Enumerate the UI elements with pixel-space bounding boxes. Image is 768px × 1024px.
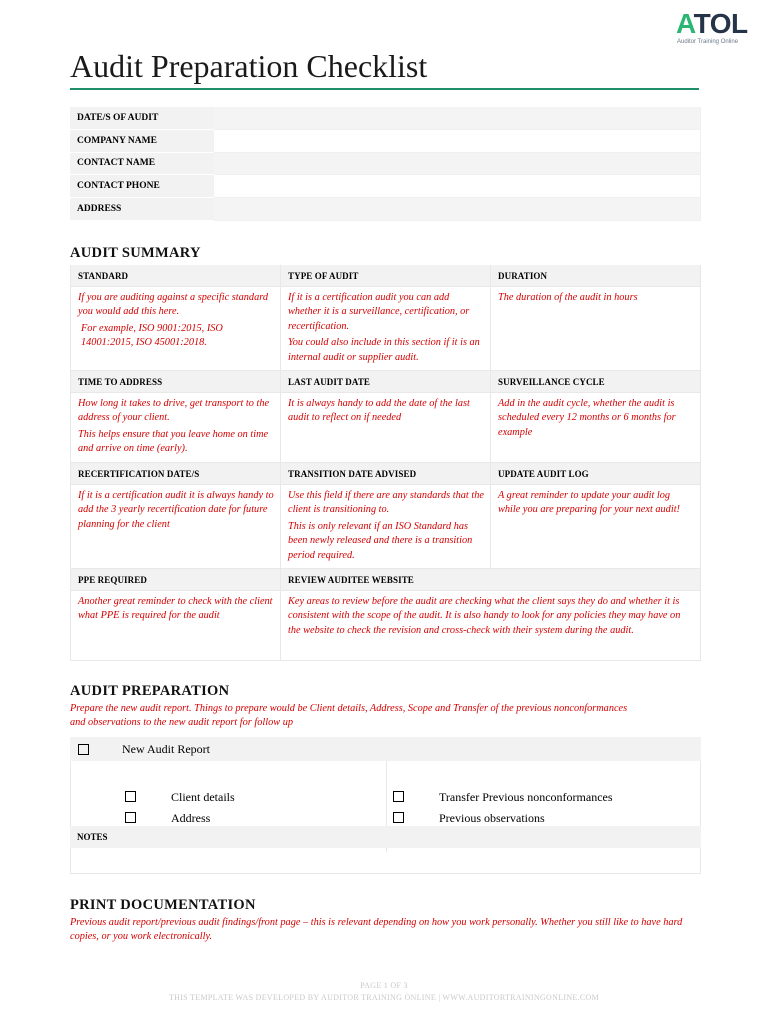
info-row-date bbox=[70, 107, 701, 130]
summary-row bbox=[71, 463, 700, 569]
info-label: CONTACT NAME bbox=[70, 153, 214, 176]
audit-preparation-heading: AUDIT PREPARATION bbox=[70, 683, 230, 699]
info-row-company bbox=[70, 130, 701, 153]
cell-text: How long it takes to drive, get transport to the address of your client. bbox=[78, 398, 270, 424]
cell-body[interactable] bbox=[71, 591, 280, 661]
summary-cell-update-audit-log bbox=[491, 463, 700, 569]
info-label: ADDRESS bbox=[70, 198, 214, 221]
cell-body[interactable] bbox=[491, 485, 700, 569]
cell-label: DURATION bbox=[491, 265, 700, 287]
print-documentation-heading: PRINT DOCUMENTATION bbox=[70, 897, 256, 913]
cell-label: TYPE OF AUDIT bbox=[281, 265, 490, 287]
summary-cell-review-website bbox=[281, 569, 700, 661]
cell-text: If you are auditing against a specific standard you would add this here. bbox=[78, 292, 268, 318]
checkbox-label: Previous observations bbox=[439, 811, 545, 825]
logo-tagline: Auditor Training Online bbox=[677, 39, 739, 45]
cell-label: TIME TO ADDRESS bbox=[71, 371, 280, 393]
cell-text: If it is a certification audit you can add whether it is a surveillance, certification, or recertification. bbox=[288, 292, 470, 332]
client-details-checkbox[interactable] bbox=[125, 791, 136, 802]
summary-cell-type-of-audit bbox=[281, 265, 491, 371]
cell-body[interactable] bbox=[491, 393, 700, 463]
notes-field[interactable] bbox=[70, 848, 701, 874]
cell-text: Use this field if there are any standards that the client is transitioning to. bbox=[288, 490, 484, 516]
cell-text: Another great reminder to check with the client what PPE is required for the audit bbox=[78, 596, 273, 622]
previous-observations-checkbox[interactable] bbox=[393, 812, 404, 823]
cell-text: It is always handy to add the date of the last audit to reflect on if needed bbox=[288, 398, 470, 424]
cell-text: A great reminder to update your audit log while you are preparing for your next audit! bbox=[498, 490, 680, 516]
cell-label: STANDARD bbox=[71, 265, 280, 287]
summary-cell-surveillance-cycle bbox=[491, 371, 700, 463]
checkbox-label: Client details bbox=[171, 790, 235, 804]
new-audit-report-checkbox[interactable] bbox=[78, 744, 89, 755]
summary-cell-recertification-date bbox=[71, 463, 281, 569]
title-divider bbox=[70, 88, 699, 90]
info-row-contact-name bbox=[70, 153, 701, 176]
address-checkbox[interactable] bbox=[125, 812, 136, 823]
cell-body[interactable] bbox=[281, 485, 490, 569]
print-documentation-description: Previous audit report/previous audit findings/front page – this is relevant depending on how you work personally. Whether you still like to have hard copies, or you work electronically. bbox=[70, 917, 683, 943]
info-label: COMPANY NAME bbox=[70, 130, 214, 153]
cell-label: PPE REQUIRED bbox=[71, 569, 280, 591]
cell-text: You could also include in this section if it is an internal audit or supplier audit. bbox=[288, 337, 480, 363]
summary-row bbox=[71, 569, 700, 661]
audit-preparation-description: Prepare the new audit report. Things to prepare would be Client details, Address, Scope and Transfer of the previous nonconformances and observations to the new audit report for follow up bbox=[70, 703, 628, 729]
summary-cell-transition-date bbox=[281, 463, 491, 569]
new-audit-report-row bbox=[70, 737, 701, 761]
cell-text: The duration of the audit in hours bbox=[498, 292, 638, 303]
address-field[interactable] bbox=[214, 198, 701, 221]
info-row-contact-phone bbox=[70, 175, 701, 198]
audit-info-table bbox=[70, 107, 701, 221]
cell-label: UPDATE AUDIT LOG bbox=[491, 463, 700, 485]
notes-label: NOTES bbox=[70, 826, 701, 848]
cell-text: This helps ensure that you leave home on time and arrive on time (early). bbox=[78, 428, 269, 455]
cell-text: If it is a certification audit it is always handy to add the 3 yearly recertification date for future planning for the client bbox=[78, 490, 274, 530]
summary-cell-ppe-required bbox=[71, 569, 281, 661]
footer-credit: THIS TEMPLATE WAS DEVELOPED BY AUDITOR TRAINING ONLINE | WWW.AUDITORTRAININGONLINE.COM bbox=[168, 993, 600, 1002]
contact-name-field[interactable] bbox=[214, 153, 701, 176]
cell-label: RECERTIFICATION DATE/S bbox=[71, 463, 280, 485]
new-audit-report-label: New Audit Report bbox=[122, 741, 210, 756]
atol-logo bbox=[672, 8, 762, 46]
cell-body[interactable] bbox=[281, 287, 490, 371]
info-label: DATE/S OF AUDIT bbox=[70, 107, 214, 130]
checkbox-label: Transfer Previous nonconformances bbox=[439, 790, 613, 804]
cell-body[interactable] bbox=[71, 287, 280, 371]
summary-cell-duration bbox=[491, 265, 700, 371]
cell-body[interactable] bbox=[281, 591, 700, 661]
info-label: CONTACT PHONE bbox=[70, 175, 214, 198]
cell-body[interactable] bbox=[71, 485, 280, 569]
cell-label: REVIEW AUDITEE WEBSITE bbox=[281, 569, 700, 591]
cell-text: Add in the audit cycle, whether the audit is scheduled every 12 months or 6 months for example bbox=[498, 398, 676, 438]
cell-label: LAST AUDIT DATE bbox=[281, 371, 490, 393]
summary-row bbox=[71, 265, 700, 371]
cell-text: This is only relevant if an ISO Standard has been newly released and there is a transition period required. bbox=[288, 520, 473, 561]
logo-wordmark: ATOL bbox=[676, 8, 748, 39]
contact-phone-field[interactable] bbox=[214, 175, 701, 198]
footer-page-number: PAGE 1 OF 3 bbox=[360, 981, 408, 990]
cell-body[interactable] bbox=[491, 287, 700, 371]
audit-summary-heading: AUDIT SUMMARY bbox=[70, 245, 201, 261]
transfer-nonconformances-checkbox[interactable] bbox=[393, 791, 404, 802]
summary-cell-standard bbox=[71, 265, 281, 371]
info-row-address bbox=[70, 198, 701, 221]
cell-text: For example, ISO 9001:2015, ISO 14001:2015, ISO 45001:2018. bbox=[81, 322, 223, 349]
page-title: Audit Preparation Checklist bbox=[70, 48, 428, 84]
company-name-field[interactable] bbox=[214, 130, 701, 153]
summary-row bbox=[71, 371, 700, 463]
cell-text: Key areas to review before the audit are checking what the client says they do and whether it is consistent with the scope of the audit. It is also handy to look for any policies they may have on the website to check the revision and cross-check with their system during the audit. bbox=[288, 596, 681, 636]
cell-body[interactable] bbox=[71, 393, 280, 463]
audit-summary-table bbox=[70, 265, 701, 661]
cell-body[interactable] bbox=[281, 393, 490, 463]
cell-label: TRANSITION DATE ADVISED bbox=[281, 463, 490, 485]
checkbox-label: Address bbox=[171, 811, 211, 825]
summary-cell-time-to-address bbox=[71, 371, 281, 463]
date-of-audit-field[interactable] bbox=[214, 107, 701, 130]
summary-cell-last-audit-date bbox=[281, 371, 491, 463]
cell-label: SURVEILLANCE CYCLE bbox=[491, 371, 700, 393]
